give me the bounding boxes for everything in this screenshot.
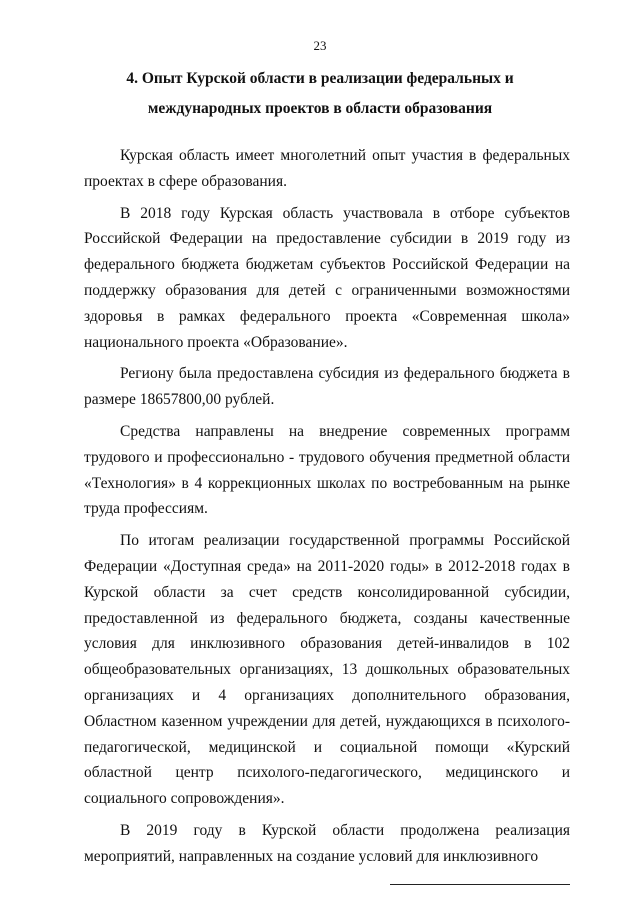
body-text <box>84 143 570 870</box>
paragraph: В 2019 году в Курской области продолжена реализация мероприятий, направленных на создание условий для инклюзивного <box>84 821 570 865</box>
section-heading-line-2: международных проектов в области образования <box>147 100 493 117</box>
section-heading-line-1: 4. Опыт Курской области в реализации федеральных и <box>126 70 514 87</box>
paragraph: Региону была предоставлена субсидия из федерального бюджета в размере 18657800,00 рублей. <box>84 365 570 409</box>
paragraph: По итогам реализации государственной программы Российской Федерации «Доступная среда» на 2011-2020 годы» в 2012-2018 годах в Курской области за счет средств консолидированной субсидии, предоставленной из федерального бюджета, созданы качественные условия для инклюзивного образования детей-инвалидов в 102 общеобразовательных организациях, 13 дошкольных образовательных организациях и 4 организациях дополнительного образования, Областном казенном учреждении для детей, нуждающихся в психолого-педагогической, медицинской и социальной помощи «Курский областной центр психолого-педагогического, медицинского и социального сопровождения». <box>84 532 570 808</box>
paragraph: В 2018 году Курская область участвовала в отборе субъектов Российской Федерации на предоставление субсидии в 2019 году из федерального бюджета бюджетам субъектов Российской Федерации на поддержку образования для детей с ограниченными возможностями здоровья в рамках федерального проекта «Современная школа» национального проекта «Образование». <box>84 204 570 351</box>
paragraph: Курская область имеет многолетний опыт участия в федеральных проектах в сфере образования. <box>84 147 570 190</box>
section-heading <box>84 64 556 124</box>
paragraph: Средства направлены на внедрение современных программ трудового и профессионально - трудового обучения предметной области «Технология» в 4 коррекционных школах по востребованным на рынке труда профессиям. <box>84 422 570 518</box>
footnote-divider <box>390 884 570 885</box>
page-number: 23 <box>313 38 327 53</box>
